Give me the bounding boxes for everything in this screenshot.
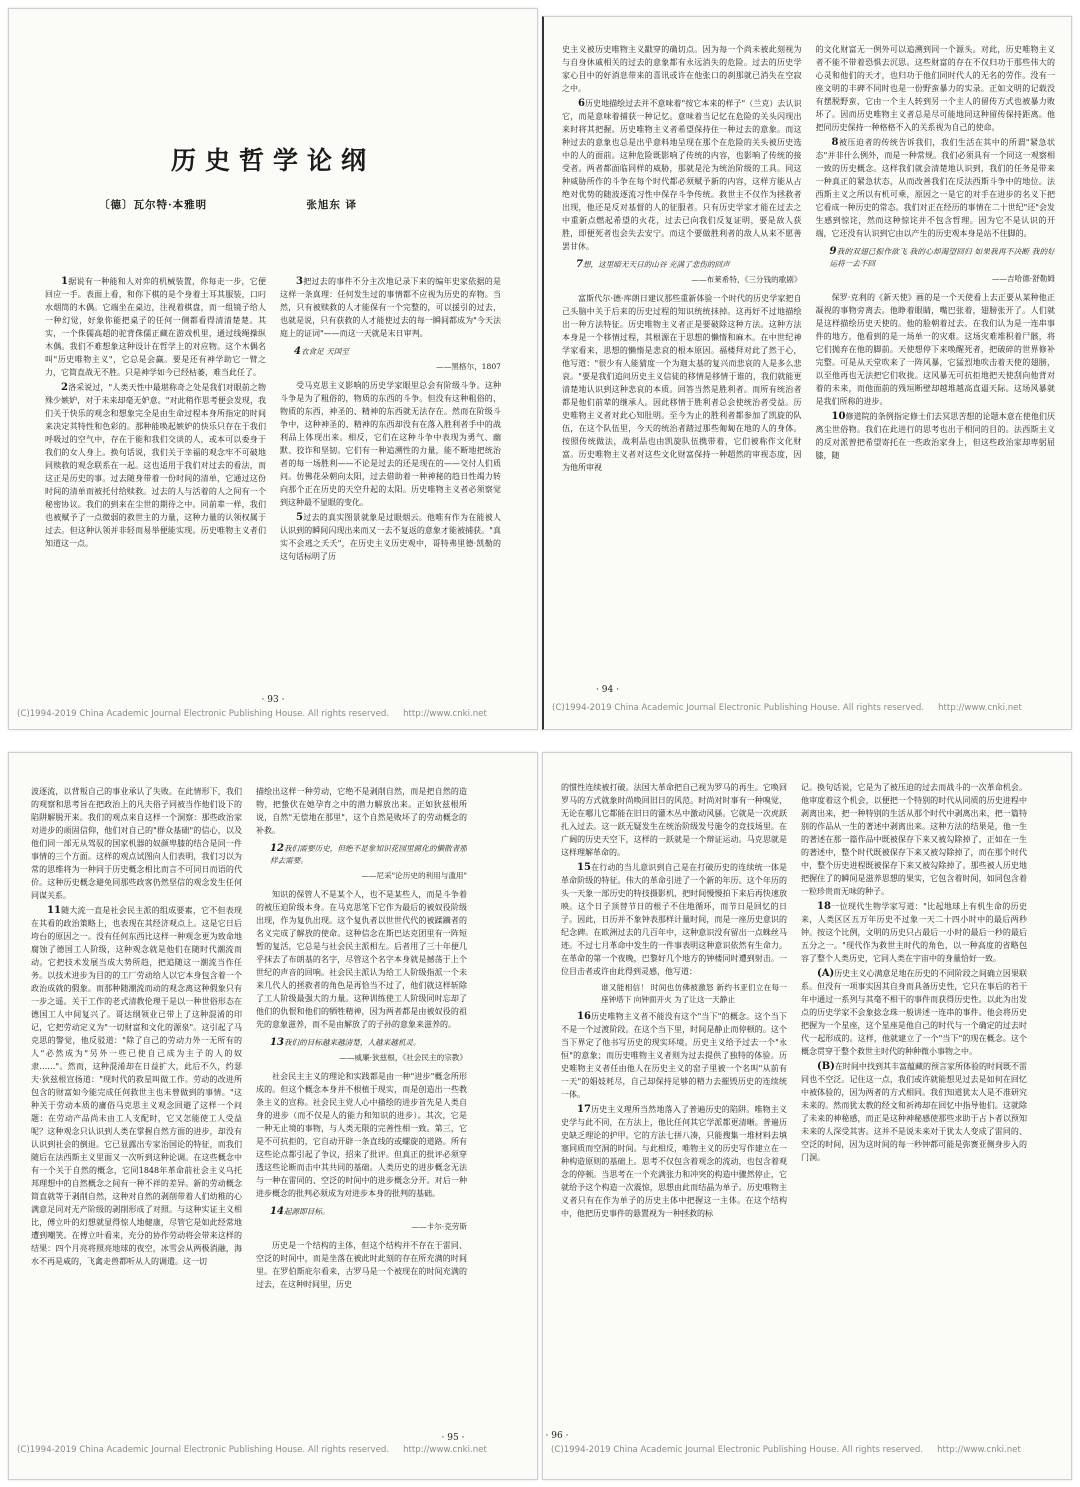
journal-page-93 — [8, 8, 538, 730]
paragraph-text: 史主义被历史唯物主义戳穿的确切点。因为每一个尚未被此刻视为与自身休戚相关的过去的意象都有永远消失的危险。过去的历史学家心目中的好消息带来的喜讯或许在他张口的刹那就已消失在空寂之中。 — [562, 45, 802, 93]
epigraph — [270, 1206, 467, 1218]
copyright-footer — [551, 1445, 1067, 1455]
paragraph-text: 历史主义理所当然地落入了普遍历史的陷阱。唯物主义史学与此不同，在方法上，他比任何其它学派都更清晰。普遍历史缺乏理论的护甲。它的方法七拼八凑，只能搜集一堆材料去填塞同质而空洞的时间。与此相反，唯物主义的历史写作建立在一种构造原则的基础上。思考不仅包含着观念的流动，也包含着观念的停顿。当思考在一个充满张力和冲突的构造中骤然停止，它就给予这个构造一次震惊，思想由此而结晶为单子。历史唯物主义者只有在作为单子的历史主体中把握这一主体。在这个结构中，他把历史事件的悬置视为一种拯救的标 — [561, 1105, 787, 1218]
section-number: 11 — [47, 905, 61, 916]
copyright-text: (C)1994-2019 China Academic Journal Electronic Publishing House. All rights reserved. — [17, 709, 390, 719]
body-paragraph — [256, 1239, 467, 1291]
section-number: 4 — [294, 346, 301, 357]
body-paragraph — [561, 1010, 787, 1101]
translator-name: 张旭东 译 — [306, 199, 357, 211]
footer-url: http://www.cnki.net — [937, 1445, 1021, 1455]
copyright-text: (C)1994-2019 China Academic Journal Electronic Publishing House. All rights reserved. — [17, 1445, 390, 1455]
paragraph-text: 修道院的条例指定修士们去冥思苦想的论题本意在使他们厌离尘世俗物。我们在此进行的思考也出于相同的目的。法西斯主义的反对派曾把希望寄托在一些政治家身上，但这些政治家却卑躬屈膝，随 — [815, 412, 1055, 460]
epigraph-source: ——威廉·狄兹根，《社会民主的宗教》 — [339, 1053, 467, 1062]
body-paragraph — [561, 1103, 787, 1220]
paragraph-text: 把过去的事件不分主次地记录下来的编年史家依据的是这样一条真理：任何发生过的事情都不应视为历史的弃物。当然，只有被赎救的人才能保有一个完整的，可以援引的过去，也就是说，只有获救的人才能使过去的每一瞬间都成为"今天法庭上的证词"——而这一天就是末日审判。 — [280, 277, 501, 338]
journal-page-96 — [542, 752, 1072, 1480]
byline — [99, 197, 497, 212]
section-number: (B) — [817, 1061, 835, 1072]
section-number: 15 — [577, 862, 591, 873]
epigraph — [294, 346, 501, 358]
paragraph-text: 受马克思主义影响的历史学家眼里总会有阶级斗争。这种斗争是为了粗俗的，物质的东西的斗争。但没有这种粗俗的，物质的东西，神圣的、精神的东西就无法存在。然而在阶级斗争中，这种神圣的、精神的东西却没有在落入胜利者手中的战利品上体现出来。相反，它们在这种斗争中表现为勇气、幽默、狡诈和坚韧。它们有一种追溯性的力量，能不断地把统治者的每一场胜利——不论是过去的还是现在的——交付人们质问。仿佛花朵朝向太阳，过去借助着一种神秘的趋日性竭力转向那个正在历史的天空升起的太阳。历史唯物主义者必须察觉到这种最不显眼的变化。 — [280, 381, 501, 507]
body-paragraph — [816, 410, 1056, 462]
body-paragraph — [256, 888, 467, 1031]
page-95-body — [31, 785, 467, 1425]
footer-url: http://www.cnki.net — [403, 709, 487, 719]
copyright-text: (C)1994-2019 China Academic Journal Electronic Publishing House. All rights reserved. — [552, 703, 925, 713]
text-column — [801, 781, 1027, 1429]
quoted-verse: 谁又能相信！ 时间也仿佛被激怒 新约书亚们立在每一座钟塔下 向钟面开火 为了让这一天静止 — [601, 983, 787, 1004]
body-paragraph — [801, 967, 1027, 1058]
paragraph-text: 历史地描绘过去并不意味着"按它本来的样子"（兰克）去认识它，而是意味着捕获一种记忆。意味着当记忆在危险的关头闪现出来时将其把握。历史唯物主义者希望保持住一种过去的意象。而这种过去的意象也总是出乎意料地呈现在那个在危险的关头被历史选中的人的面前。这种危险既影响了传统的内容，也影响了传统的接受者。两者都面临同样的威胁，那就是沦为统治阶级的工具。同这种威胁所作的斗争在每个时代都必须赋予新的内容，这样方能从占绝对优势的随波逐流习性中保存斗争传统。救世主不仅作为拯救者出现，他还是反对基督的人的征服者。只有历史学家才能在过去之中重新点燃起希望的火花，过去已向我们反复证明，要是敌人获胜，即便死者也会失去安宁。而这个要做胜利者的敌人从来不愿善罢甘休。 — [562, 99, 802, 251]
epigraph-source: ——卡尔·克劳斯 — [411, 1222, 467, 1231]
epigraph — [576, 259, 802, 271]
section-number: 13 — [270, 1037, 284, 1048]
epigraph-source: ——布莱希特，《三分钱的歌剧》 — [691, 275, 802, 284]
paragraph-text: 保罗·克利的《新天使》画的是一个天使看上去正要从某种他正凝视的事物旁离去。他睁着眼睛，嘴巴张着，翅膀张开了。人们就是这样描绘历史天使的。他的脸朝着过去。在我们认为是一连串事件的地方，他看到的是一场单一的灾难。这场灾难堆积着尸骸，将它们抛弃在他的脚前。天使想停下来唤醒死者，把破碎的世界修补完整。可是从天堂吹来了一阵风暴，它猛烈地吹击着天使的翅膀，以至他再也无法把它们收拢。这风暴无可抗拒地把天使刮向他背对着的未来，而他面前的残垣断壁却越堆越高直逼天际。这场风暴就是我们所称的进步。 — [815, 293, 1055, 406]
epigraph-text: 我们的目标越来越清楚，人越来越机灵。 — [283, 1038, 421, 1047]
copyright-footer — [552, 703, 1067, 713]
author-name: 〔德〕瓦尔特·本雅明 — [99, 199, 208, 211]
paragraph-text: 据说有一种能和人对弈的机械装置，你每走一步，它便回应一手。表面上看，和你下棋的是个身着土耳其服装，口叼水烟筒的木偶。它端坐在桌边，注视着棋盘，而一组镜子给人一种幻觉，好象你能把桌子的任何一侧都看得清清楚楚。其实，一个侏儒高超的驼背侏儒正藏在游戏机里，通过线绳操纵木偶。我们不难想象这种设计在哲学上的对应物。这个木偶名叫"历史唯物主义"，它总是会赢。要是还有神学助它一臂之力，它简直战无不胜。只是神学如今已经枯萎，难当此任了。 — [45, 277, 266, 377]
epigraph-source: ——黑格尔，1807 — [436, 362, 501, 371]
epigraph-text: 我们需要历史，但绝不是象知识花园里腐化的懒散者那样去需要。 — [270, 844, 467, 865]
text-column — [256, 785, 467, 1425]
epigraph-source: ——吉哈德·舒勒姆 — [991, 274, 1055, 283]
text-column — [45, 275, 266, 693]
paragraph-text: 过去的真实图景就象是过眼烟云。他唯有作为在能被人认识到的瞬间闪现出来而又一去不复返的意象才能被捕获。"真实不会逃之夭夭"，在历史主义历史观中，哥特弗里德·凯勒的这句话标明了历 — [280, 513, 501, 561]
section-number: 10 — [831, 411, 846, 422]
paragraph-text: 的惯性连续被打破。法国大革命把自己视为罗马的再生。它唤回罗马的方式就象时尚唤回旧日的风范。时尚对时事有一种嗅觉，无论在哪儿它都能在旧日的灌木丛中激动风骚。它就是一次虎跃扎入过去。这一跃无疑发生在统治阶级发号施令的竞技场里。在广阔的历史天空下，这样的一跃就是一个辩证运动。马克思就是这样理解革命的。 — [561, 783, 787, 857]
journal-page-95 — [8, 752, 538, 1480]
epigraph-text: 想，这里暗无天日的山谷 充满了悲伤的回声 — [582, 260, 730, 269]
paragraph-text: 描绘出这样一种劳动，它绝不是剥削自然，而是把自然的造物，把蛰伏在她孕育之中的潜力解放出来。正如狄兹根所说，自然"无偿地在那里"，这个自然是败坏了的劳动概念的补救。 — [256, 787, 467, 835]
section-number: 3 — [296, 276, 303, 287]
body-paragraph — [280, 379, 501, 509]
article-title: 历史哲学论纲 — [170, 146, 375, 175]
section-number: 12 — [270, 843, 284, 854]
body-paragraph — [562, 43, 802, 95]
section-number: 6 — [578, 98, 585, 109]
text-column — [562, 43, 802, 683]
paragraph-text: 历史是一个结构的主体，但这个结构并不存在于雷同、空泛的时间中，而是坐落在被此时此刻的存在所充满的时间里。在罗伯斯庇尔看来，古罗马是一个被现在的时间充满的过去，在这种时间里，历史 — [256, 1241, 467, 1289]
text-column — [31, 785, 242, 1425]
body-paragraph — [562, 292, 802, 474]
footer-url: http://www.cnki.net — [403, 1445, 487, 1455]
section-number: 16 — [577, 1011, 591, 1022]
paragraph-text: 在行动的当儿意识到自己是在打破历史的连续统一体是革命阶级的特征。伟大的革命引进了一个新的年历。这个年历的头一天象一部历史的特技摄影机，把时间慢慢拍下来后再快速放映。这个日子顶替节日的根子不住地循环，而节日是回忆的日子。因此，日历并不象钟表那样计量时间，而是一座历史意识的纪念碑。在欧洲过去的几百年中，这种意识没有留出一点蛛丝马迹。不过七月革命中发生的一件事表明这种意识依然有生命力。在革命的第一个夜晚，巴黎好几个地方的钟楼同时遭到射击。一位目击者或许由此得到灵感，他写道： — [561, 863, 787, 976]
text-column — [280, 275, 501, 693]
paragraph-text: 在时间中找到其丰富蕴藏的预言家所体验的时间既不雷同也不空泛。记住这一点，我们或许就能想见过去是如何在回忆中被体验的，因为两者的方式相同。我们知道犹太人是不准研究未来的。然而犹太教的经文和祈祷却在回忆中指导他们。这就除了未来的神秘感，而正是这种神秘感使那些求助于占卜者以预知未来的人深受其害。这并不是说未来对于犹太人变成了雷同的、空泛的时间，因为这时间的每一秒钟都可能是弥赛亚侧身步入的门洞。 — [801, 1062, 1027, 1162]
body-paragraph — [816, 291, 1056, 408]
section-number: 9 — [829, 246, 837, 257]
copyright-footer — [17, 1445, 533, 1455]
paragraph-text: 洛采说过，"人类天性中最堪称奇之处是我们对眼前之物殊少嫉妒，对于未来却毫无妒意。"对此稍作思考便会发现，我们关于快乐的观念和想象完全是由生命过程本身所指定的时间来决定其特性和色彩的。那种能唤起嫉妒的快乐只存在于我们呼吸过的空气中，存在于能和我们交谈的人，或本可以委身于我们的女人身上。换句话说，我们关于幸福的观念牢不可破地同赎救的观念联系在一起。这也适用于我们对过去的看法，而这正是历史的事。过去随身带着一份时间的清单，它通过这份时间的清单而被托付给赎救。过去的人与活着的人之间有一个秘密协议。我们的到来在尘世的期待之中。同前辈一样，我们也被赋予了一点微弱的救世主的力量，这种力量的认领权属于过去。但这种认领并非轻而易举便能实现。历史唯物主义者们知道这一点。 — [45, 383, 266, 548]
epigraph-text: 起源即目标。 — [283, 1207, 330, 1216]
paragraph-text: 被压迫者的传统告诉我们，我们生活在其中的所谓"紧急状态"并非什么例外，而是一种常规。我们必须具有一个同这一观察相一致的历史概念。这样我们就会清楚地认识到，我们的任务是带来一种真正的紧急状态，从而改善我们在反法西斯斗争中的地位。法西斯主义之所以有机可乘，原因之一是它的对手在进步的名义下把它看成一种历史的常态。我们对正在经历的事情在二十世纪"还"会发生感到惊诧，然而这种惊诧并不包含哲理。因为它不是认识的开端，它还没有认识到它由以产生的历史观本身是站不住脚的。 — [815, 138, 1055, 238]
page-number: · 93 · — [261, 695, 285, 705]
epigraph-source: ——尼采"论历史的利用与滥用" — [361, 871, 467, 880]
paragraph-text: 波逐流，以背叛自己的事业承认了失败。在此情形下，我们的观察和思考旨在把政治上的凡夫俗子同被当作他们设下的陷阱解脱开来。我们的观点来自这样一个洞察：那些政治家对进步的顽固信仰，他们对自己的"群众基础"的信心，以及他们同一部无从驾驭的国家机器的奴颜卑膝的结合是同一件事情的三个方面。这样的观点试图向人们表明，我们习以为常的思维将为一种同于历史概念相比而言不可同日而语的代价。这种历史概念避免同那些政客仍然坚信的观念发生任何同谋关系。 — [31, 787, 242, 900]
paragraph-text: 知识的保管人不是某个人，也不是某些人，而是斗争着的被压迫阶级本身。在马克思笔下它作为最后的被奴役阶级出现，作为复仇出现。这个复仇者以世世代代的被蹂躏者的名义完成了解放的使命。这种信念在斯巴达克团里有一阵短暂的复活，它总是与社会民主派相左。后者用了三十年便几乎抹去了布朗基的名字，尽管这个名字本身就是撼荡于上个世纪的声音的回响。社会民主派认为给工人阶级指派一个未来几代人的拯救者的角色是再恰当不过了，他们就这样斩除了工人阶级最强大的力量。这种训练使工人阶级同时忘却了他们的仇恨和他们的牺牲精神，因为两者都是由被奴役的祖先的意象滋养，而不是由解放了的子孙的意象来滋养的。 — [256, 890, 467, 1029]
body-paragraph — [561, 861, 787, 978]
epigraph-text: 我的双翅已振作欲飞 我的心却渴望回归 如果我再不决断 我的好运将一去不回 — [829, 247, 1055, 268]
body-paragraph — [31, 904, 242, 1268]
body-paragraph — [816, 136, 1056, 240]
page-94-body — [562, 43, 1055, 683]
paragraph-text: 社会民主主义的理论和实践都是由一种"进步"概念所形成的。但这个概念本身并不根植于现实，而是创造出一些教条主义的宣称。社会民主党人心中描绘的进步首先是人类自身的进步（而不仅是人的能力和知识的进步）。其次，它是一种无止境的事物，与人类无限的完善性相一致。第三，它是不可抗拒的，它自动开辟一条直线的或螺旋的道路。所有这些论点都引起了争议，招来了批评。但真正的批评必须穿透这些论断而击中其共同的基础。人类历史的进步概念无法与一种在雷同的、空泛的时间中的进步概念分开。对后一种进步概念的批判必须成为对进步本身的批判的基础。 — [256, 1072, 467, 1198]
body-paragraph — [801, 1060, 1027, 1164]
body-paragraph — [801, 781, 1027, 898]
section-number: 8 — [831, 137, 839, 148]
paragraph-text: 历史主义心满意足地在历史的不同阶段之间确立因果联系。但没有一项事实因其自身而具备历史性，它只在事后的若干年中通过一系列与其毫不相干的事件而获得历史性。以此为出发点的历史学家不会象捻念珠一般讲述一连串的事件。他会将历史把握为一个星座，这个星座是他自己的时代与一个确定的过去时代一起形成的。这样，他就建立了一个"当下"的现在概念。这个概念贯穿于整个救世主时代的种种微小事物之中。 — [801, 969, 1027, 1056]
body-paragraph — [256, 1070, 467, 1200]
body-paragraph — [45, 381, 266, 550]
section-number: (A) — [817, 968, 835, 979]
text-column — [816, 43, 1056, 683]
body-paragraph — [31, 785, 242, 902]
page-93-body — [45, 275, 501, 693]
journal-page-94 — [542, 16, 1072, 730]
body-paragraph — [561, 781, 787, 859]
paragraph-text: 富斯代尔·德·库朗日建议那些重新体验一个时代的历史学家把自己头脑中关于后来的历史过程的知识统统抹掉。这再好不过地描绘出一种方法特征。历史唯物主义者正是要破除这种方法。这种方法本身是一个移情过程，其根源在于思想的懒惰和麻木。在中世纪神学家看来，思想的懒惰是悲哀的根本原因。福楼拜对此了然于心，他写道："很少有人能猜度一个为迦太基的复兴而悲哀的人是多么悲哀。"要是我们追问历史主义信徒的移情是移情于谁的，我们就能更清楚地认识到这种悲哀的本质。回答当然是胜利者。而所有统治者都是他们前辈的继承人。因此移情于胜利者总会使统治者受益。历史唯物主义者对此心知肚明。至今为止的胜利者都参加了凯旋的队伍，在这个队伍里，今天的统治者踏过那些匍匐在地的人的身体。按照传统做法，战利品也由凯旋队伍携带着，它们被称作文化财富。历史唯物主义者对这些文化财富保持一种超然的审视态度，因为他所审视 — [562, 294, 802, 472]
section-number: 1 — [61, 276, 68, 287]
page-96-body — [561, 781, 1027, 1429]
section-number: 7 — [576, 259, 583, 270]
body-paragraph — [816, 43, 1056, 134]
page-number: · 94 · — [596, 685, 619, 695]
page-number: · 96 · — [545, 1431, 569, 1441]
epigraph — [830, 246, 1056, 270]
paragraph-text: 随大流一直是社会民主派的组成要素，它不但表现在其看的政治策略上，也表现在其经济观点上。这是它日后垮台的原因之一。没有任何东西比这样一种观念更为致命地腐蚀了德国工人阶级，这种观念就是他们在随时代潮流而动。它把技术发展当成大势所趋，把追随这一潮流当作任务。以技术进步为目的的工厂劳动给人以它本身包含着一个政治成就的假象。而那种随潮流而动的观念离这种假象只有一步之遥。关于工作的老式清教伦理于是以一种世俗形态在德国工人中间复兴了。哥达纲领业已带上了这种混淆的印记，它把劳动定义为"一切财富和文化的源泉"。这引起了马克思的警觉，他反驳道："除了自己的劳动力外一无所有的人"必然成为"另外一些已使自己成为主子的人的奴隶……"。然而，这种混淆却在日益扩大，此后不久，约瑟夫·狄兹根宣扬道："现时代的救星叫做工作。劳动的改进所包含的财富如今能完成任何救世主也未曾做到的事情。"这种关于劳动本质的庸俗马克思主义观念回避了这样一个问题：在劳动产品尚未由工人支配时，它又怎能使工人受益呢？这种观念只认识到人类在掌握自然方面的进步，却没有认识到社会的倒退。它已显露出专家治国论的特征，而我们随后在法西斯主义里面又一次听到这种论调。在这些概念中有一个关于自然的概念，它同1848年革命前社会主义乌托邦理想中的自然概念之间有一种不祥的差异。新的劳动概念简直就等于剥削自然，这种对自然的剥削带着人们幼稚的心满意足同对无产阶级的剥削形成了对照。与这种实证主义相比，傅立叶的幻想就显得惊人地健康，尽管它是如此经常地遭到嘲笑。在傅立叶看来，充分的协作劳动将会带来这样的结果：四个月亮将照亮地球的夜空，冰雪会从两极消融，海水不再是咸的，飞禽走兽都听从人的调遣。这一切 — [31, 906, 242, 1266]
footer-url: http://www.cnki.net — [938, 703, 1022, 713]
section-number: 17 — [577, 1104, 591, 1115]
paragraph-text: 记。换句话说，它是为了被压迫的过去而战斗的一次革命机会。他审度着这个机会，以便把一个特别的时代从同质的历史进程中剥离出来，把一种特别的生活从那个时代中剥离出来，把一篇特别的作品从一生的著述中剥离出来。这种方法的结果是，他一生的著述在那一篇作品中既被保存下来又被勾除掉了，正如在一生的著述中，整个时代既被保存下来又被勾除掉了，而在那个时代中，整个历史进程既被保存下来又被勾除掉了。那些被人历史地把握住了的瞬间是滋养思想的果实，它包含着时间，如同包含着一粒珍贵而无味的种子。 — [801, 783, 1027, 896]
section-number: 14 — [270, 1206, 284, 1217]
body-paragraph — [45, 275, 266, 379]
epigraph — [270, 1037, 467, 1049]
epigraph-text: 衣食足 天国至 — [300, 347, 349, 356]
copyright-footer — [17, 709, 533, 719]
body-paragraph — [280, 275, 501, 340]
body-paragraph — [562, 97, 802, 253]
body-paragraph — [256, 785, 467, 837]
section-number: 5 — [296, 512, 303, 523]
body-paragraph — [280, 511, 501, 563]
paragraph-text: 历史唯物主义者不能没有这个"当下"的概念。这个当下不是一个过渡阶段。在这个当下里，时间是静止而停顿的。这个当下界定了他书写历史的现实环境。历史主义给予过去一个"永恒"的意象；而历史唯物主义者则为过去提供了独特的体验。历史唯物主义者任由他人在历史主义的窑子里被一个名叫"从前有一天"的娼妓耗尽，自己却保持足够的精力去摧毁历史的连续统一体。 — [561, 1012, 787, 1099]
text-column — [561, 781, 787, 1429]
copyright-text: (C)1994-2019 China Academic Journal Electronic Publishing House. All rights reserved. — [551, 1445, 924, 1455]
section-number: 2 — [61, 382, 68, 393]
paragraph-text: 的文化财富无一例外可以追溯到同一个源头。对此，历史唯物主义者不能不带着恐惧去沉思。这些财富的存在不仅归功于那些伟大的心灵和他们的天才，也归功于他们同时代人的无名的劳作。没有一座文明的丰碑不同时也是一份野蛮暴力的实录。正如文明的记载没有摆脱野蛮，它由一个主人转到另一个主人的留传方式也被暴力败坏了。因而历史唯物主义者总是尽可能地同这种留传保持距离。他把同历史保持一种格格不入的关系视为自己的使命。 — [815, 45, 1055, 132]
body-paragraph — [801, 900, 1027, 965]
epigraph — [270, 843, 467, 867]
page-number: · 95 · — [441, 1433, 465, 1443]
section-number: 18 — [817, 901, 831, 912]
paragraph-text: 一位现代生物学家写道："比起地球上有机生命的历史来，人类区区五万年历史不过象一天二十四小时中的最后两秒钟。按这个比例，文明的历史只占最后一小时的最后一秒的最后五分之一。"现代作为救世主时代的角色，以一种高度的省略包容了整个人类历史，它同人类在宇宙中的身量恰好一致。 — [801, 902, 1027, 963]
